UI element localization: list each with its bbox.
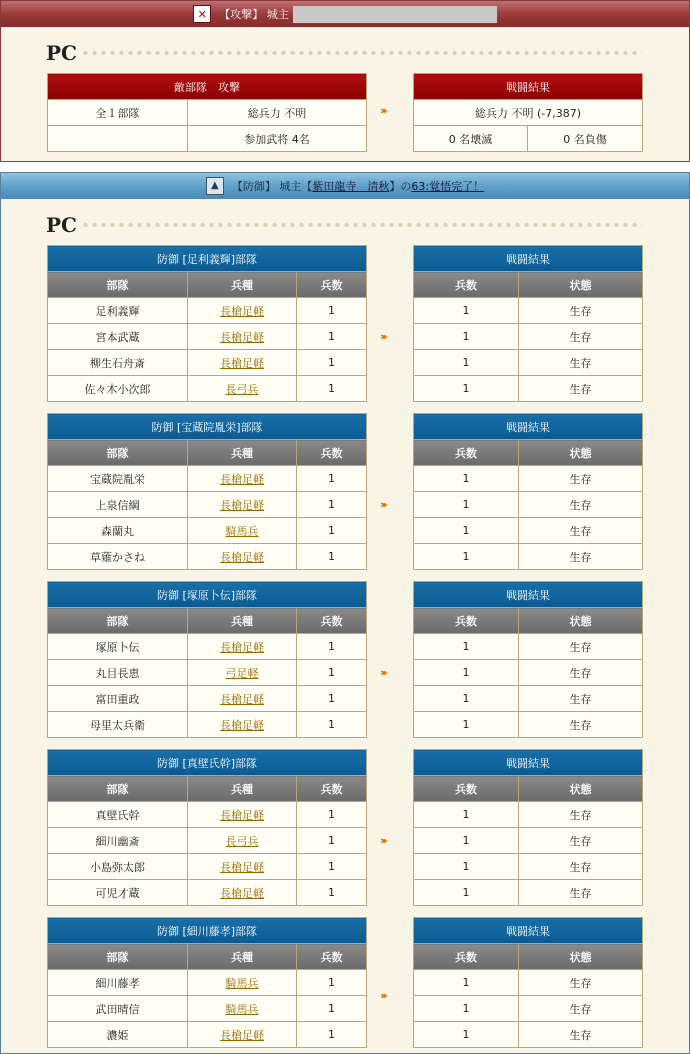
table-row [414,376,643,402]
attack-section-title [46,38,642,68]
general-name: 森蘭丸 [48,518,188,544]
table-row [414,350,643,376]
table-row [48,854,367,880]
table-row [414,802,643,828]
troop-count: 1 [297,466,367,492]
unit-state: 生存 [519,376,643,402]
general-name: 丸目長恵 [48,660,188,686]
col-result-count: 兵数 [414,608,519,634]
general-name: 上泉信綱 [48,492,188,518]
attack-result-total: 総兵力 不明 (-7,387) [414,100,643,126]
squad-head: 防御 [足利義輝]部隊 [48,246,367,272]
unit-state: 生存 [519,466,643,492]
enemy-empty-cell [48,126,188,152]
remaining-count: 1 [414,712,519,738]
col-state: 状態 [519,440,643,466]
general-name: 可児才蔵 [48,880,188,906]
defense-pc-label: PC [46,213,77,237]
troop-count: 1 [297,350,367,376]
col-type: 兵種 [188,608,297,634]
troop-count: 1 [297,880,367,906]
enemy-force-table [47,73,367,152]
table-row [414,996,643,1022]
unit-type-link[interactable]: 弓足軽 [188,660,297,686]
troop-count: 1 [297,854,367,880]
remaining-count: 1 [414,1022,519,1048]
unit-state: 生存 [519,880,643,906]
table-row [48,996,367,1022]
result-head: 戦闘結果 [414,918,643,944]
table-row [414,518,643,544]
unit-state: 生存 [519,544,643,570]
decorative-dots [81,221,642,229]
general-name: 足利義輝 [48,298,188,324]
unit-type-link[interactable]: 長槍足軽 [188,802,297,828]
col-state: 状態 [519,608,643,634]
arrow-right-icon: ››› [380,330,385,343]
table-row [48,324,367,350]
unit-state: 生存 [519,686,643,712]
attack-header-text: 【攻撃】 城主 [219,8,289,21]
arrow-right-icon: ››› [380,834,385,847]
table-row [48,686,367,712]
arrow-right-icon: ››› [380,104,385,117]
coords-text: 63: [411,180,430,193]
squad-head: 防御 [真壁氏幹]部隊 [48,750,367,776]
ready-text: 覚悟完了！ [429,180,485,193]
table-row [48,712,367,738]
general-name: 武田晴信 [48,996,188,1022]
remaining-count: 1 [414,686,519,712]
remaining-count: 1 [414,996,519,1022]
table-row [48,660,367,686]
col-count: 兵数 [297,944,367,970]
squad-result-table [413,749,643,906]
remaining-count: 1 [414,350,519,376]
col-result-count: 兵数 [414,440,519,466]
arrow-right-icon: ››› [380,666,385,679]
attack-result-table [413,73,643,152]
squad-table [47,245,367,402]
troop-count: 1 [297,660,367,686]
unit-state: 生存 [519,802,643,828]
unit-type-link[interactable]: 長槍足軽 [188,686,297,712]
general-name: 宝蔵院胤栄 [48,466,188,492]
attack-result-destroyed: 0 名壊滅 [414,126,528,152]
result-head: 戦闘結果 [414,582,643,608]
table-row [414,1022,643,1048]
col-unit: 部隊 [48,440,188,466]
unit-type-link[interactable]: 騎馬兵 [188,518,297,544]
defense-header [1,173,689,199]
general-name: 小島弥太郎 [48,854,188,880]
troop-count: 1 [297,376,367,402]
attack-icon: ✕ [193,5,211,23]
unit-type-link[interactable]: 長槍足軽 [188,880,297,906]
unit-type-link[interactable]: 長槍足軽 [188,712,297,738]
table-row [414,660,643,686]
general-name: 柳生石舟斎 [48,350,188,376]
general-name: 塚原卜伝 [48,634,188,660]
squad-result-table [413,413,643,570]
castle-owner-link[interactable]: 紫田龍寺 清秋 [312,180,390,193]
general-name: 真壁氏幹 [48,802,188,828]
unit-type-link[interactable]: 長槍足軽 [188,350,297,376]
col-unit: 部隊 [48,944,188,970]
attack-result-head: 戦闘結果 [414,74,643,100]
table-row [414,492,643,518]
unit-type-link[interactable]: 長弓兵 [188,376,297,402]
col-result-count: 兵数 [414,272,519,298]
table-row [48,376,367,402]
remaining-count: 1 [414,544,519,570]
squad-result-table [413,581,643,738]
defense-section-title [46,210,642,240]
unit-state: 生存 [519,996,643,1022]
unit-type-link[interactable]: 長槍足軽 [188,1022,297,1048]
unit-state: 生存 [519,970,643,996]
col-result-count: 兵数 [414,944,519,970]
table-row [48,970,367,996]
general-name: 富田重政 [48,686,188,712]
troop-count: 1 [297,970,367,996]
table-row [48,492,367,518]
unit-state: 生存 [519,518,643,544]
squad-result-table [413,917,643,1048]
table-row [48,828,367,854]
general-name: 草薙かさね [48,544,188,570]
col-result-count: 兵数 [414,776,519,802]
general-name: 宮本武蔵 [48,324,188,350]
table-row [48,802,367,828]
unit-state: 生存 [519,634,643,660]
table-row [48,1022,367,1048]
enemy-generals: 参加武将 4名 [188,126,367,152]
result-head: 戦闘結果 [414,414,643,440]
general-name: 細川幽斎 [48,828,188,854]
defense-icon: ▲ [206,177,224,195]
table-row [414,298,643,324]
remaining-count: 1 [414,518,519,544]
troop-count: 1 [297,298,367,324]
enemy-total: 総兵力 不明 [188,100,367,126]
col-count: 兵数 [297,776,367,802]
table-row [414,712,643,738]
table-row [414,466,643,492]
remaining-count: 1 [414,634,519,660]
remaining-count: 1 [414,466,519,492]
remaining-count: 1 [414,854,519,880]
remaining-count: 1 [414,298,519,324]
unit-state: 生存 [519,854,643,880]
unit-type-link[interactable]: 長槍足軽 [188,544,297,570]
col-unit: 部隊 [48,608,188,634]
troop-count: 1 [297,802,367,828]
arrow-right-icon: ››› [380,989,385,1002]
remaining-count: 1 [414,660,519,686]
col-count: 兵数 [297,608,367,634]
table-row [48,350,367,376]
col-type: 兵種 [188,272,297,298]
general-name: 細川藤孝 [48,970,188,996]
enemy-units: 全１部隊 [48,100,188,126]
col-unit: 部隊 [48,272,188,298]
troop-count: 1 [297,518,367,544]
defense-header-mid: 】の [389,180,412,193]
unit-state: 生存 [519,660,643,686]
arrow-right-icon: ››› [380,498,385,511]
col-unit: 部隊 [48,776,188,802]
defense-header-prefix: 【防御】 城主【 [231,180,313,193]
troop-count: 1 [297,996,367,1022]
unit-state: 生存 [519,1022,643,1048]
table-row [414,544,643,570]
troop-count: 1 [297,828,367,854]
col-state: 状態 [519,776,643,802]
troop-count: 1 [297,712,367,738]
troop-count: 1 [297,634,367,660]
unit-state: 生存 [519,492,643,518]
remaining-count: 1 [414,324,519,350]
table-row [414,634,643,660]
unit-state: 生存 [519,350,643,376]
result-head: 戦闘結果 [414,750,643,776]
squad-head: 防御 [細川藤孝]部隊 [48,918,367,944]
unit-state: 生存 [519,712,643,738]
squad-head: 防御 [宝蔵院胤栄]部隊 [48,414,367,440]
attack-header [1,1,689,27]
troop-count: 1 [297,686,367,712]
unit-type-link[interactable]: 騎馬兵 [188,996,297,1022]
squad-table [47,917,367,1048]
squad-table [47,581,367,738]
unit-state: 生存 [519,828,643,854]
table-row [414,324,643,350]
result-head: 戦闘結果 [414,246,643,272]
remaining-count: 1 [414,828,519,854]
col-count: 兵数 [297,272,367,298]
table-row [48,298,367,324]
remaining-count: 1 [414,492,519,518]
table-row [414,880,643,906]
troop-count: 1 [297,324,367,350]
col-type: 兵種 [188,944,297,970]
col-state: 状態 [519,944,643,970]
col-count: 兵数 [297,440,367,466]
unit-type-link[interactable]: 長槍足軽 [188,634,297,660]
general-name: 佐々木小次郎 [48,376,188,402]
unit-type-link[interactable]: 長弓兵 [188,828,297,854]
table-row [48,466,367,492]
unit-type-link[interactable]: 長槍足軽 [188,324,297,350]
table-row [414,828,643,854]
remaining-count: 1 [414,376,519,402]
enemy-force-head: 敵部隊 攻撃 [48,74,367,100]
decorative-dots [81,49,642,57]
remaining-count: 1 [414,802,519,828]
unit-state: 生存 [519,324,643,350]
table-row [48,634,367,660]
attack-pc-label: PC [46,41,77,65]
unit-type-link[interactable]: 長槍足軽 [188,492,297,518]
squad-table [47,413,367,570]
redacted-castle-name [293,6,497,23]
unit-type-link[interactable]: 長槍足軽 [188,466,297,492]
squad-table [47,749,367,906]
col-type: 兵種 [188,776,297,802]
remaining-count: 1 [414,880,519,906]
unit-type-link[interactable]: 長槍足軽 [188,298,297,324]
table-row [48,544,367,570]
general-name: 濃姫 [48,1022,188,1048]
squad-head: 防御 [塚原卜伝]部隊 [48,582,367,608]
troop-count: 1 [297,544,367,570]
col-state: 状態 [519,272,643,298]
table-row [414,686,643,712]
table-row [414,970,643,996]
table-row [48,518,367,544]
unit-state: 生存 [519,298,643,324]
table-row [48,880,367,906]
castle-coords-link[interactable] [411,178,484,194]
squad-result-table [413,245,643,402]
general-name: 母里太兵衛 [48,712,188,738]
unit-type-link[interactable]: 長槍足軽 [188,854,297,880]
troop-count: 1 [297,492,367,518]
attack-result-wounded: 0 名負傷 [528,126,643,152]
table-row [414,854,643,880]
troop-count: 1 [297,1022,367,1048]
col-type: 兵種 [188,440,297,466]
unit-type-link[interactable]: 騎馬兵 [188,970,297,996]
remaining-count: 1 [414,970,519,996]
